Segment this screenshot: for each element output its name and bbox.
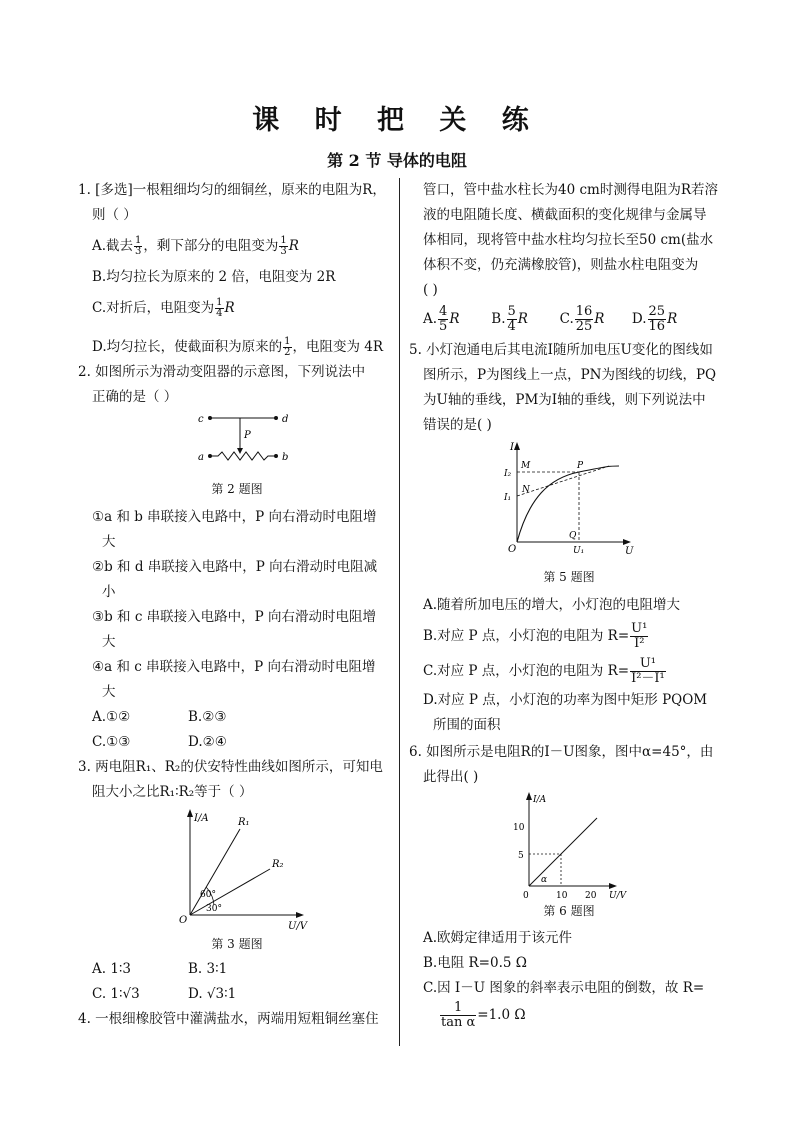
q6-option-c[interactable]: C.因 I－U 图象的斜率表示电阻的倒数，故 R=: [423, 980, 705, 996]
q2-option-d[interactable]: D.②④: [188, 734, 227, 750]
label-c: c: [198, 414, 204, 425]
q2-option-c[interactable]: C.①③: [92, 734, 131, 750]
q1-stem-2: 则（ ）: [92, 207, 137, 223]
x-axis-label: U/V: [288, 921, 308, 932]
label-b: b: [282, 452, 289, 463]
fraction: $\frac{1}{3}$: [135, 235, 142, 257]
tangent-pn: [517, 466, 609, 496]
svg-text:10: 10: [556, 891, 568, 901]
q4-stem: 4. 一根细橡胶管中灌满盐水，两端用短粗铜丝塞住: [78, 1011, 379, 1027]
q2-option-a[interactable]: A.①②: [92, 709, 131, 725]
q3-option-d[interactable]: D. √3∶1: [188, 986, 237, 1002]
fraction: $\frac{1}{3}$: [280, 235, 287, 257]
resistor-iu-graph: [409, 790, 729, 901]
svg-text:U/V: U/V: [609, 891, 627, 901]
q4-option-a[interactable]: A. $\frac{4}{5}$ R: [423, 304, 460, 334]
q3-option-b[interactable]: B. 3∶1: [188, 961, 228, 977]
svg-text:α: α: [541, 875, 548, 885]
q2-statement-2: ②b 和 d 串联接入电路中，P 向右滑动时电阻减: [92, 559, 378, 575]
svg-text:U₁: U₁: [573, 546, 585, 556]
svg-text:U: U: [625, 546, 634, 557]
q2-statement-4-cont: 大: [102, 684, 116, 700]
q2-statement-3: ③b 和 c 串联接入电路中，P 向右滑动时电阻增: [92, 609, 377, 625]
question-4-continued: 管口，管中盐水柱长为40 cm时测得电阻为R若溶 液的电阻随长度、横截面积的变化规律与金属导 体相同，现将管中盐水柱均匀拉长至50 cm(盐水 体积不变，仍充满橡胶管)，则盐水柱电阻变为 ( ) A. $\frac{4}{5}$ R B. $\frac{5}{4}$ R C. $\frac{16}{25}$ R D. $\frac{25}{16}$ R: [423, 182, 718, 334]
q1-option-d[interactable]: D.均匀拉长，使截面积为原来的 $\frac{1}{2}$ ，电阻变为 4R: [92, 336, 384, 358]
q6-caption: 第 6 题图: [543, 904, 595, 918]
svg-text:I₂: I₂: [504, 469, 512, 479]
question-6: 6. 如图所示是电阻R的I－U图象，图中α=45°，由 此得出( ) I/A U/V 10 5 0 10 20 α 第 6 题图 A.欧姆定律适用于该元件 B.电阻 R=0.5 Ω C.因 I－U 图象的斜率表示电阻的倒数，故 R= $\frac{1}{\text{tan α}}$ =1.0 Ω: [409, 740, 729, 1030]
q4-option-b[interactable]: B. $\frac{5}{4}$ R: [491, 304, 528, 334]
q5-option-b[interactable]: B.对应 P 点，小灯泡的电阻为 R= $\frac{\text{U¹}}{\text{I²}}$: [423, 621, 648, 651]
q5-option-d[interactable]: D.对应 P 点，小灯泡的功率为图中矩形 PQOM: [423, 692, 708, 708]
svg-text:I: I: [510, 442, 514, 453]
q2-statement-4: ④a 和 c 串联接入电路中，P 向右滑动时电阻增: [92, 659, 376, 675]
q3-stem-2: 阻大小之比R₁∶R₂等于（ ）: [92, 784, 253, 800]
q1-option-a[interactable]: A.截去 $\frac{1}{3}$ ，剩下部分的电阻变为 $\frac{1}{3}$ R: [92, 235, 299, 257]
rheostat-diagram: [78, 410, 396, 468]
terminal-d: [274, 416, 278, 420]
svg-text:I₁: I₁: [504, 493, 512, 503]
left-column: [78, 178, 396, 1032]
q1-option-b[interactable]: B.均匀拉长为原来的 2 倍，电阻变为 2R: [92, 269, 336, 285]
column-divider: [399, 178, 400, 1046]
slider-arrow: [237, 448, 243, 454]
q2-stem-2: 正确的是（ ）: [92, 389, 178, 405]
q2-statement-3-cont: 大: [102, 634, 116, 650]
y-axis-label: I/A: [194, 813, 209, 824]
question-3: [78, 755, 396, 1007]
label-p: P: [244, 430, 251, 441]
angle-60: 60°: [200, 890, 216, 900]
line-r1: [190, 829, 240, 915]
q1-option-c[interactable]: C.对折后，电阻变为 $\frac{1}{4}$ R: [92, 297, 235, 319]
q2-statement-2-cont: 小: [102, 584, 116, 600]
q3-stem: 3. 两电阻R₁、R₂的伏安特性曲线如图所示，可知电: [78, 759, 383, 775]
fraction: $\frac{1}{4}$: [216, 297, 223, 319]
label-r2: R₂: [272, 859, 284, 870]
label-d: d: [282, 414, 289, 425]
origin-label: O: [179, 915, 188, 926]
fraction: $\frac{1}{2}$: [284, 336, 291, 358]
q2-stem: 2. 如图所示为滑动变阻器的示意图，下列说法中: [78, 364, 366, 380]
svg-text:P: P: [577, 461, 584, 471]
label-r1: R₁: [238, 817, 250, 828]
svg-text:I/A: I/A: [533, 795, 547, 805]
section-title: 第 2 节 导体的电阻: [327, 151, 467, 170]
svg-text:10: 10: [513, 823, 525, 833]
q6-option-b[interactable]: B.电阻 R=0.5 Ω: [423, 955, 527, 971]
q3-caption: 第 3 题图: [211, 937, 263, 951]
q4-option-d[interactable]: D. $\frac{25}{16}$ R: [631, 304, 678, 334]
question-2: [78, 360, 396, 755]
q6-option-a[interactable]: A.欧姆定律适用于该元件: [423, 930, 573, 946]
q3-option-a[interactable]: A. 1∶3: [92, 961, 132, 977]
q2-option-b[interactable]: B.②③: [188, 709, 227, 725]
svg-text:0: 0: [523, 891, 529, 901]
q1-stem: 1. [多选]一根粗细均匀的细铜丝，原来的电阻为R，: [78, 182, 386, 198]
page-title: 课 时 把 关 练: [252, 105, 542, 136]
q5-stem: 5. 小灯泡通电后其电流I随所加电压U变化的图线如: [409, 342, 713, 358]
right-column: [409, 178, 729, 1030]
question-5: 5. 小灯泡通电后其电流I随所加电压U变化的图线如 图所示，P为图线上一点，PN为图线的切线，PQ 为U轴的垂线，PM为I轴的垂线，则下列说法中 错误的是( ) I U O M N P Q I₁ I₂ U₁ 第 5 题图 A.随着所加电压的增大，小灯泡的电阻增大 B.对应 P 点，小灯泡的电阻为 R= $\frac{\text{U¹}}{\text{I²}}$ C.对应 P 点，小灯泡的电阻为 R= $\frac{\text{U¹}}{\text{I²－I¹}}$ D.对应 P 点，小灯泡的功率为图中矩形 PQOM 所围的面积: [409, 338, 729, 738]
terminal-b: [274, 454, 278, 458]
q6-stem: 6. 如图所示是电阻R的I－U图象，图中α=45°，由: [409, 744, 714, 760]
q5-option-a[interactable]: A.随着所加电压的增大，小灯泡的电阻增大: [423, 597, 681, 613]
svg-text:Q: Q: [569, 531, 577, 541]
svg-text:M: M: [521, 461, 531, 471]
svg-text:N: N: [522, 485, 530, 495]
svg-text:O: O: [508, 544, 517, 555]
iu-graph-r1-r2: [78, 805, 396, 932]
iu-curve: [517, 466, 619, 542]
iu-line: [529, 818, 597, 886]
q4-option-c[interactable]: C. $\frac{16}{25}$ R: [559, 304, 605, 334]
q6-option-c-formula: $\frac{1}{\text{tan α}}$ =1.0 Ω: [441, 1000, 526, 1030]
svg-text:20: 20: [585, 891, 597, 901]
q3-option-c[interactable]: C. 1∶√3: [92, 986, 140, 1002]
resistor-coil: [210, 452, 276, 460]
label-a: a: [198, 452, 204, 463]
q2-statement-1-cont: 大: [102, 534, 116, 550]
q2-statement-1: ①a 和 b 串联接入电路中，P 向右滑动时电阻增: [92, 509, 377, 525]
q5-option-c[interactable]: C.对应 P 点，小灯泡的电阻为 R= $\frac{\text{U¹}}{\text{I²－I¹}}$: [423, 656, 665, 686]
svg-text:5: 5: [518, 851, 524, 861]
lamp-iu-graph: [409, 438, 729, 556]
question-1: [78, 178, 396, 360]
q5-caption: 第 5 题图: [543, 570, 595, 584]
q2-caption: 第 2 题图: [211, 482, 263, 496]
angle-30: 30°: [206, 904, 222, 914]
